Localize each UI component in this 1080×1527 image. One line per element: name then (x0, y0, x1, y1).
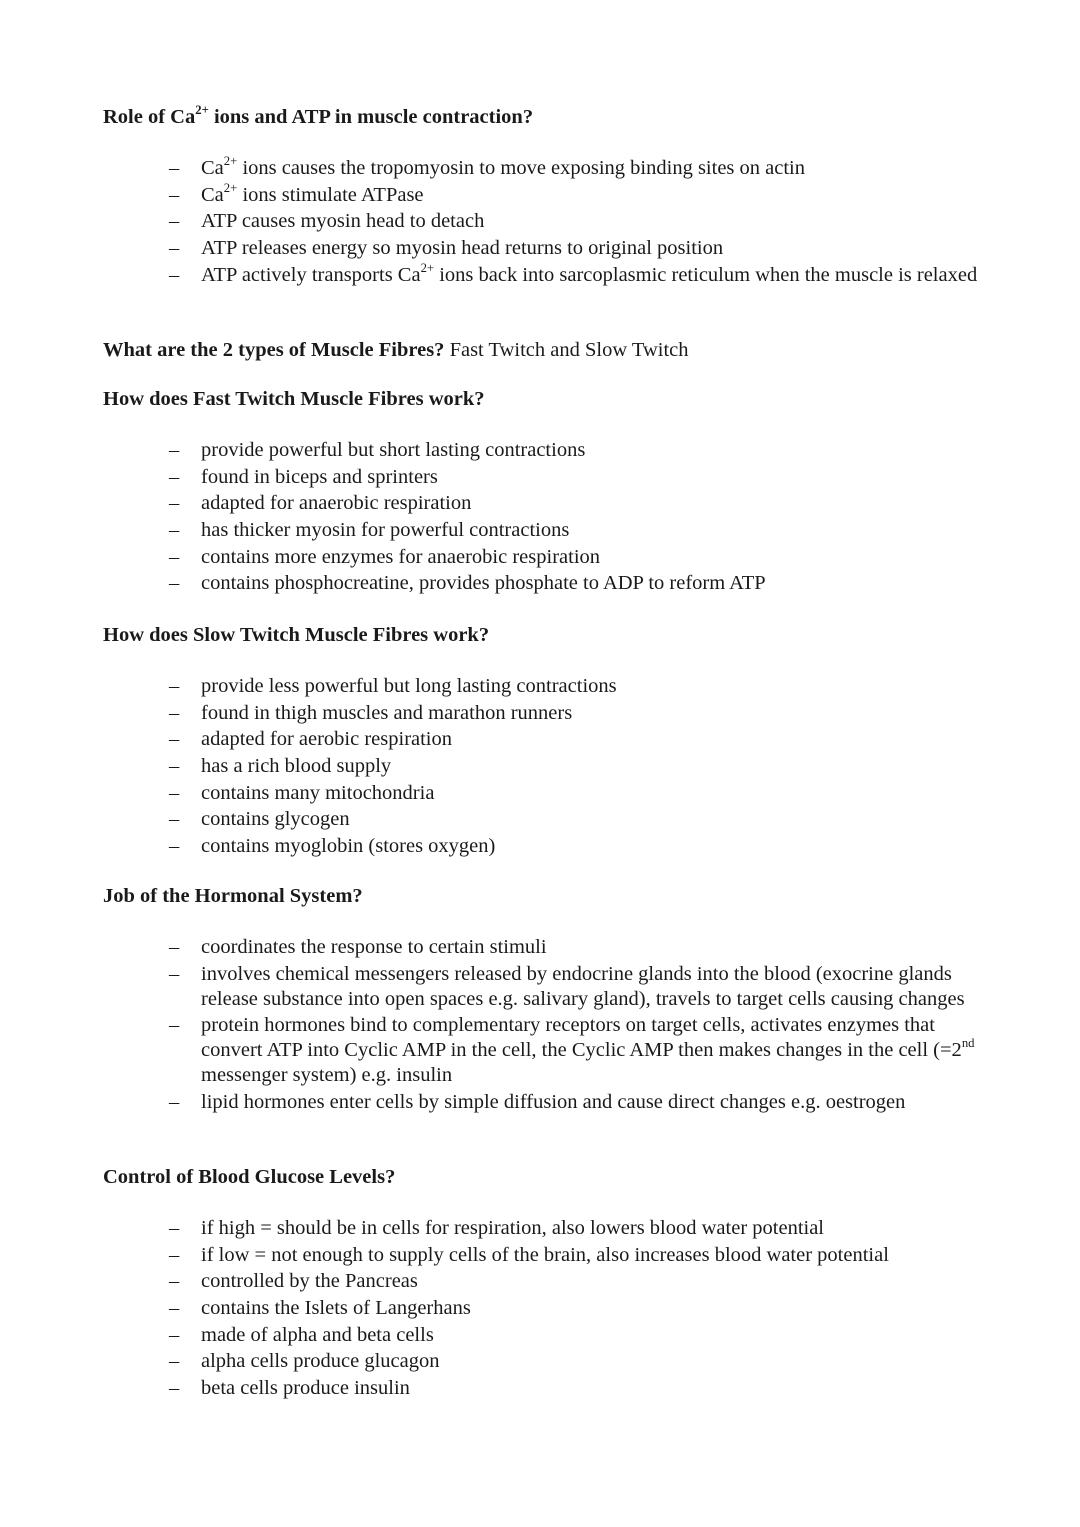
item-text: if high = should be in cells for respiration, also lowers blood water potential (201, 1217, 825, 1239)
superscript: 2+ (223, 153, 238, 168)
item-text: ions stimulate ATPase (237, 183, 424, 206)
list-item (103, 209, 983, 234)
item-text: found in thigh muscles and marathon runners (201, 701, 573, 724)
item-text: involves chemical messengers released by endocrine glands into the blood (exocrine glands release substance into open spaces e.g. salivary gland), travels to target cells causing changes (201, 962, 965, 1010)
item-text: adapted for anaerobic respiration (201, 492, 472, 515)
section-calcium-atp (103, 102, 1003, 286)
item-text: made of alpha and beta cells (201, 1323, 434, 1346)
item-text: contains more enzymes for anaerobic respiration (201, 545, 601, 568)
bullet-dash: – (169, 465, 180, 488)
list-item (103, 491, 983, 516)
item-text: Ca (201, 183, 224, 206)
item-text: has thicker myosin for powerful contractions (201, 519, 570, 542)
item-text: ions back into sarcoplasmic reticulum when the muscle is relaxed (434, 263, 978, 286)
superscript: 2+ (420, 260, 435, 275)
list-item (103, 754, 983, 779)
list-item (103, 834, 983, 859)
list-item (103, 518, 983, 543)
section-fast-twitch (103, 386, 1003, 595)
list-item (103, 438, 983, 463)
list-calcium-atp (103, 153, 983, 289)
list-item (103, 1243, 983, 1268)
item-text: ATP causes myosin head to detach (201, 210, 485, 233)
bullet-dash: – (169, 728, 180, 751)
item-text: ions causes the tropomyosin to move exposing binding sites on actin (237, 157, 805, 179)
list-item (103, 1296, 983, 1321)
list-item (103, 807, 983, 832)
list-item (103, 701, 983, 726)
list-item (103, 180, 983, 208)
list-hormonal-system (103, 935, 983, 1117)
list-item (103, 1216, 983, 1241)
item-text: coordinates the response to certain stimuli (201, 936, 547, 958)
bullet-dash: – (169, 183, 180, 206)
bullet-dash: – (169, 781, 180, 804)
heading-slow-twitch: How does Slow Twitch Muscle Fibres work? (103, 624, 490, 646)
bullet-dash: – (169, 1350, 180, 1373)
item-text: provide powerful but short lasting contractions (201, 439, 586, 461)
item-text: contains phosphocreatine, provides phosphate to ADP to reform ATP (201, 572, 766, 595)
bullet-dash: – (169, 675, 180, 697)
list-item (103, 781, 983, 806)
bullet-dash: – (169, 1270, 180, 1293)
heading-answer: Fast Twitch and Slow Twitch (444, 339, 689, 361)
heading-text: Role of Ca (103, 106, 196, 128)
list-blood-glucose (103, 1216, 983, 1403)
list-fast-twitch (103, 438, 983, 598)
bullet-dash: – (169, 1243, 180, 1266)
list-item (103, 962, 983, 1012)
list-item (103, 1376, 983, 1401)
list-item (103, 236, 983, 261)
bullet-dash: – (169, 755, 180, 778)
bullet-dash: – (169, 1014, 180, 1037)
section-slow-twitch (103, 622, 1003, 858)
bullet-dash: – (169, 936, 180, 958)
heading-text: ions and ATP in muscle contraction? (208, 106, 534, 128)
item-text: has a rich blood supply (201, 755, 392, 778)
item-text: provide less powerful but long lasting contractions (201, 675, 617, 697)
section-hormonal-system (103, 883, 1003, 1114)
item-text: ATP releases energy so myosin head returns to original position (201, 237, 724, 260)
bullet-dash: – (169, 701, 180, 724)
list-item (103, 1090, 983, 1115)
item-text: adapted for aerobic respiration (201, 728, 453, 751)
bullet-dash: – (169, 1091, 180, 1114)
heading-fibre-types (103, 337, 1003, 363)
bullet-dash: – (169, 237, 180, 260)
heading-blood-glucose: Control of Blood Glucose Levels? (103, 1166, 396, 1188)
list-item (103, 935, 983, 960)
list-item (103, 153, 983, 181)
item-text: Ca (201, 157, 224, 179)
list-item (103, 465, 983, 490)
section-fibre-types (103, 337, 1003, 363)
bullet-dash: – (169, 210, 180, 233)
item-text: ATP actively transports Ca (201, 263, 421, 286)
bullet-dash: – (169, 962, 180, 985)
item-text: found in biceps and sprinters (201, 465, 438, 488)
item-text: lipid hormones enter cells by simple diffusion and cause direct changes e.g. oestrogen (201, 1091, 906, 1114)
bullet-dash: – (169, 1217, 180, 1239)
bullet-dash: – (169, 1297, 180, 1320)
bullet-dash: – (169, 1323, 180, 1346)
bullet-dash: – (169, 439, 180, 461)
bullet-dash: – (169, 492, 180, 515)
list-item (103, 571, 983, 596)
bullet-dash: – (169, 263, 180, 286)
item-text: controlled by the Pancreas (201, 1270, 418, 1293)
section-blood-glucose (103, 1164, 1003, 1400)
heading-fast-twitch: How does Fast Twitch Muscle Fibres work? (103, 388, 485, 410)
bullet-dash: – (169, 1377, 180, 1400)
bullet-dash: – (169, 835, 180, 858)
superscript: 2+ (195, 102, 209, 117)
list-item (103, 674, 983, 699)
list-item (103, 727, 983, 752)
heading-hormonal-system: Job of the Hormonal System? (103, 885, 363, 907)
list-item (103, 260, 983, 288)
item-text: messenger system) e.g. insulin (201, 1064, 453, 1087)
superscript: 2+ (223, 180, 238, 195)
list-item (103, 1349, 983, 1374)
heading-text: What are the 2 types of Muscle Fibres? (103, 339, 445, 361)
item-text: if low = not enough to supply cells of the brain, also increases blood water potential (201, 1243, 889, 1266)
bullet-dash: – (169, 808, 180, 831)
item-text: contains glycogen (201, 808, 350, 831)
list-item (103, 1269, 983, 1294)
item-text: alpha cells produce glucagon (201, 1350, 440, 1373)
superscript: nd (961, 1036, 975, 1051)
bullet-dash: – (169, 572, 180, 595)
list-item (103, 545, 983, 570)
item-text: contains many mitochondria (201, 781, 435, 804)
item-text: beta cells produce insulin (201, 1377, 410, 1400)
bullet-dash: – (169, 519, 180, 542)
list-item (103, 1013, 983, 1088)
item-text: protein hormones bind to complementary receptors on target cells, activates enzymes that convert ATP into Cyclic AMP in the cell, the Cyclic AMP then makes changes in the cell (=2 (201, 1014, 962, 1062)
list-slow-twitch (103, 674, 983, 861)
heading-calcium-atp (103, 104, 1003, 130)
bullet-dash: – (169, 545, 180, 568)
list-item (103, 1323, 983, 1348)
bullet-dash: – (169, 157, 180, 179)
item-text: contains the Islets of Langerhans (201, 1297, 471, 1320)
item-text: contains myoglobin (stores oxygen) (201, 835, 496, 858)
